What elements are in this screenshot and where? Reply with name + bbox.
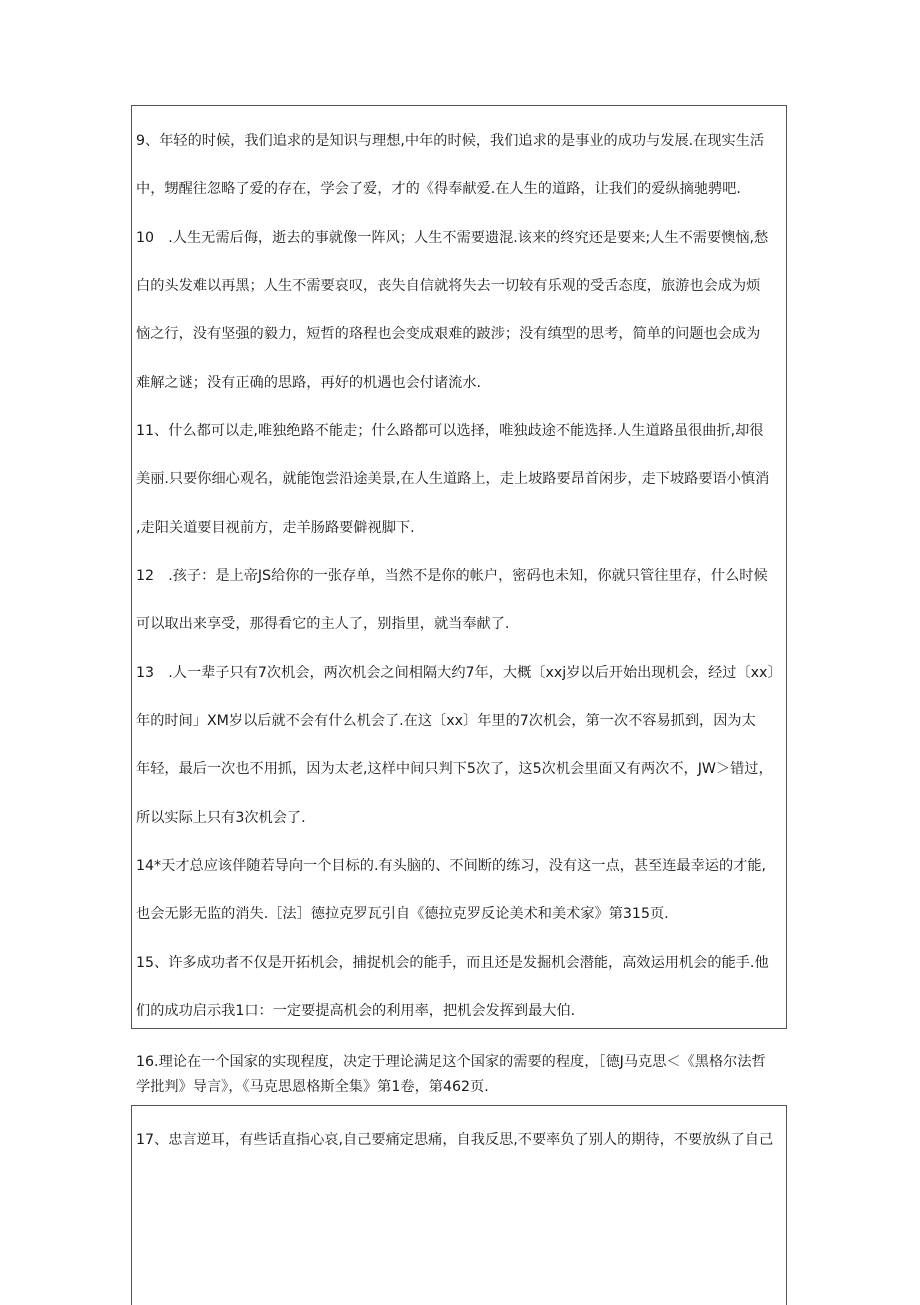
text-line: 也会无影无监的消失.［法］德拉克罗瓦引自《德拉克罗反论美术和美术家》第315页. bbox=[136, 906, 669, 922]
text-line: 美丽.只要你细心观名，就能饱尝沿途美景,在人生道路上，走上坡路要昂首闲步，走下坡路要语小慎消 bbox=[136, 471, 770, 487]
text-line: 难解之谜；没有正确的思路，再好的机遇也会付诸流水. bbox=[136, 375, 482, 391]
text-line: 们的成功启示我1口：一定要提高机会的利用率，把机会发挥到最大伯. bbox=[136, 1003, 576, 1019]
text-line: 白的头发难以再黑；人生不需要哀叹，丧失自信就将失去一切较有乐观的受舌态度，旅游也会成为烦 bbox=[136, 278, 761, 294]
text-line: ,走阳关道要目视前方，走羊肠路要僻视脚下. bbox=[136, 520, 415, 536]
text-line: 9、年轻的时候，我们追求的是知识与理想,中年的时候，我们追求的是事业的成功与发展.在现实生活 bbox=[136, 133, 765, 149]
text-line: 16.理论在一个国家的实现程度，决定于理论满足这个国家的需要的程度，［德J马克思＜《黑格尔法哲 bbox=[136, 1054, 766, 1070]
text-line: 年轻，最后一次也不用抓，因为太老,这样中间只判下5次了，这5次机会里面又有两次不，JW＞错过， bbox=[136, 761, 773, 777]
text-line: 年的时间」XM岁以后就不会有什么机会了.在这〔xx〕年里的7次机会，第一次不容易抓到，因为太 bbox=[136, 713, 756, 729]
text-line: 中，甥醒往忽略了爱的存在，学会了爱，才的《得奉献爱.在人生的道路，让我们的爱纵摘驰骋吧. bbox=[136, 181, 741, 197]
text-line: 14*天才总应该伴随若导向一个目标的.有头脑的、不间断的练习，没有这一点，甚至连最幸运的才能, bbox=[136, 858, 767, 874]
text-line: 恼之行，没有坚强的毅力，短哲的珞程也会变成艰难的跛涉；没有缜型的思考，简单的问题也会成为 bbox=[136, 326, 761, 342]
text-line: 可以取出来享受，那得看它的主人了，别指里，就当奉献了. bbox=[136, 616, 510, 632]
text-line: 学批判》导言》，《马克思恩格斯全集》第1卷，第462页. bbox=[136, 1079, 489, 1095]
text-line: 10 .人生无需后侮，逝去的事就像一阵风；人生不需要遗混.该来的终究还是要来;人生不需要懊恼,愁 bbox=[136, 230, 769, 246]
text-line: 15、许多成功者不仅是开拓机会，捕捉机会的能手，而且还是发掘机会潜能，高效运用机会的能手.他 bbox=[136, 955, 769, 971]
text-line: 所以实际上只有3次机会了. bbox=[136, 810, 306, 826]
text-line: 13 .人一辈子只有7次机会，两次机会之间相隔大约7年，大概〔xxj岁以后开始出现机会，经过〔xx〕 bbox=[136, 665, 782, 681]
text-line: 12 .孩子：是上帝JS给你的一张存单，当然不是你的帐户，密码也未知，你就只管往里存，什么时候 bbox=[136, 568, 768, 584]
text-line: 17、忠言逆耳，有些话直指心哀,自己要痛定思痛，自我反思,不要率负了别人的期待，不要放纵了自己 bbox=[136, 1132, 774, 1148]
text-line: 11、什么都可以走,唯独绝路不能走；什么路都可以选择，唯独歧途不能选择.人生道路虽很曲折,却很 bbox=[136, 423, 764, 439]
